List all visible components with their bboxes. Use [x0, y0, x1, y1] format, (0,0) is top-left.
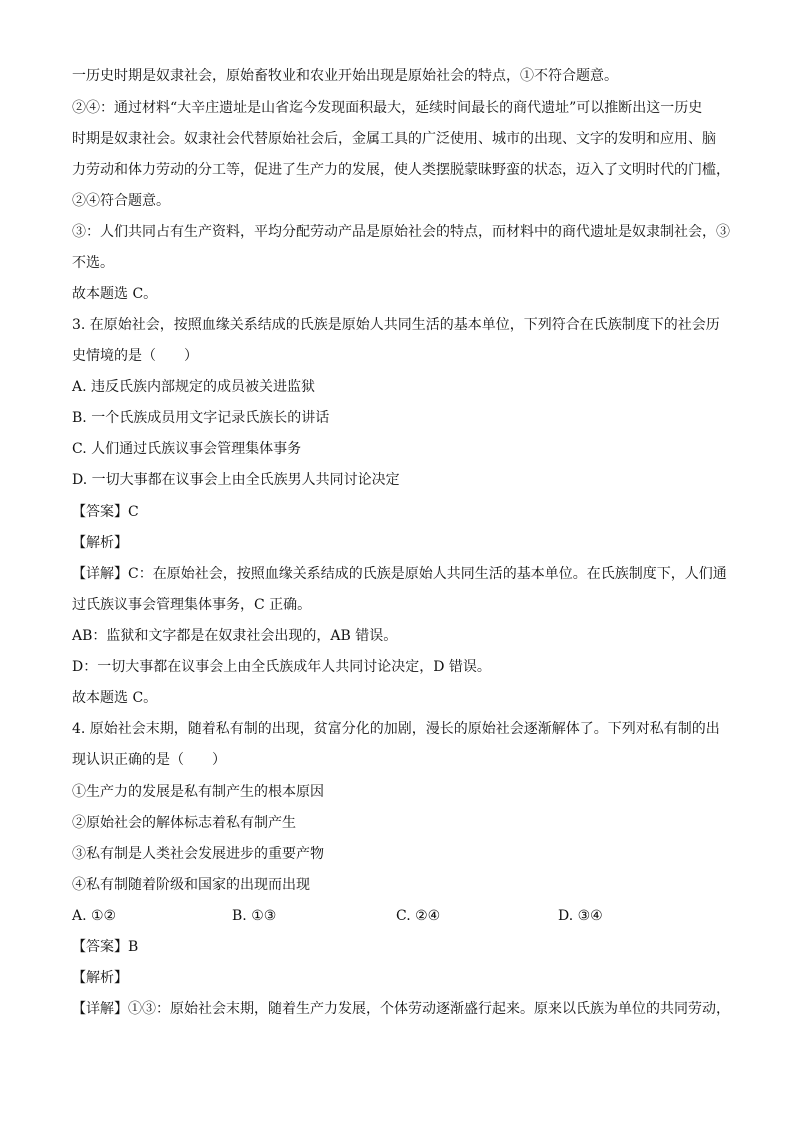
option-d: D. 一切大事都在议事会上由全氏族男人共同讨论决定: [72, 472, 400, 488]
analysis-label: 【解析】: [72, 970, 128, 986]
answer-label: 【答案】B: [72, 939, 139, 955]
text-line: ③：人们共同占有生产资料，平均分配劳动产品是原始社会的特点，而材料中的商代遗址是奴隶制社会，③: [72, 224, 730, 240]
question-4-stem: 4. 原始社会末期，随着私有制的出现，贫富分化的加剧，漫长的原始社会逐渐解体了。下列对私有制的出: [72, 721, 720, 737]
text-line: 时期是奴隶社会。奴隶社会代替原始社会后，金属工具的广泛使用、城市的出现、文字的发明和应用、脑: [72, 131, 716, 147]
text-line: 一历史时期是奴隶社会，原始畜牧业和农业开始出现是原始社会的特点，①不符合题意。: [72, 68, 618, 84]
question-4-stem: 现认识正确的是（ ）: [72, 752, 226, 768]
text-line: 故本题选 C。: [72, 286, 158, 302]
text-line: ②④：通过材料“大辛庄遗址是山省迄今发现面积最大，延续时间最长的商代遗址”可以推断出这一历史: [72, 100, 703, 116]
text-line: AB：监狱和文字都是在奴隶社会出现的，AB 错误。: [72, 628, 398, 644]
option-c: C. 人们通过氏族议事会管理集体事务: [72, 441, 302, 457]
answer-label: 【答案】C: [72, 504, 139, 520]
statement-1: ①生产力的发展是私有制产生的根本原因: [72, 784, 324, 800]
option-c: C. ②④: [396, 908, 441, 924]
text-line: D：一切大事都在议事会上由全氏族成年人共同讨论决定，D 错误。: [72, 659, 491, 675]
statement-2: ②原始社会的解体标志着私有制产生: [72, 815, 296, 831]
question-3-stem: 史情境的是（ ）: [72, 348, 198, 364]
analysis-label: 【解析】: [72, 535, 128, 551]
text-line: 故本题选 C。: [72, 690, 158, 706]
option-d: D. ③④: [558, 908, 603, 924]
text-line: 不选。: [72, 255, 114, 271]
option-a: A. ①②: [72, 908, 117, 924]
text-line: 过氏族议事会管理集体事务，C 正确。: [72, 597, 312, 613]
statement-4: ④私有制随着阶级和国家的出现而出现: [72, 877, 310, 893]
text-line: 【详解】C：在原始社会，按照血缘关系结成的氏族是原始人共同生活的基本单位。在氏族制度下，人们通: [72, 566, 727, 582]
text-line: 力劳动和体力劳动的分工等，促进了生产力的发展，使人类摆脱蒙昧野蛮的状态，迈入了文明时代的门槛，: [72, 162, 730, 178]
options-row: [72, 906, 732, 928]
option-a: A. 违反氏族内部规定的成员被关进监狱: [72, 379, 316, 395]
statement-3: ③私有制是人类社会发展进步的重要产物: [72, 846, 324, 862]
option-b: B. 一个氏族成员用文字记录氏族长的讲话: [72, 410, 330, 426]
text-line: 【详解】①③：原始社会末期，随着生产力发展，个体劳动逐渐盛行起来。原来以氏族为单位的共同劳动，: [72, 1001, 730, 1017]
question-3-stem: 3. 在原始社会，按照血缘关系结成的氏族是原始人共同生活的基本单位，下列符合在氏族制度下的社会历: [72, 317, 720, 333]
text-line: ②④符合题意。: [72, 193, 170, 209]
option-b: B. ①③: [232, 908, 277, 924]
